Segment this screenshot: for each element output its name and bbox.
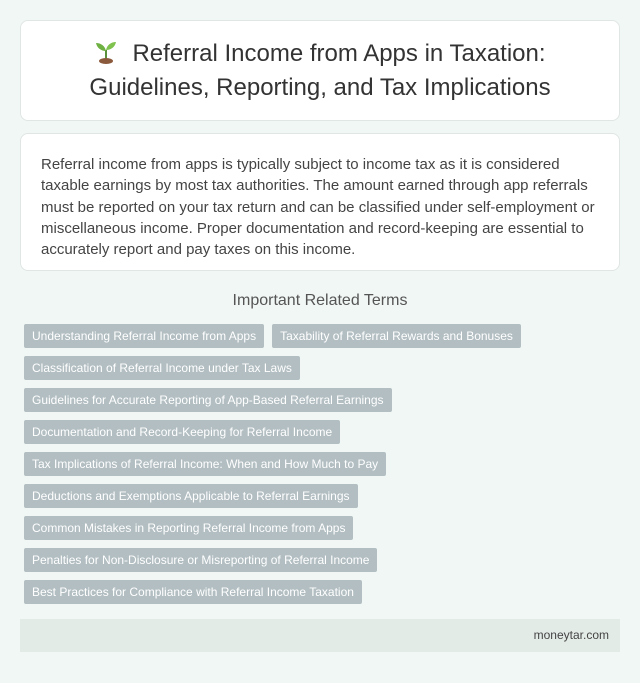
tag-row	[24, 324, 624, 348]
sprout-icon	[94, 39, 118, 73]
related-term-tag[interactable]: Classification of Referral Income under Tax Laws	[24, 356, 300, 380]
related-term-tag[interactable]: Documentation and Record-Keeping for Referral Income	[24, 420, 340, 444]
page-title	[60, 39, 580, 103]
tag-row	[24, 484, 624, 508]
related-term-tag[interactable]: Best Practices for Compliance with Referral Income Taxation	[24, 580, 362, 604]
summary-text: Referral income from apps is typically subject to income tax as it is considered taxable earnings by most tax authorities. The amount earned through app referrals must be reported on your tax return and can be classified under self-employment or miscellaneous income. Proper documentation and record-keeping are essential to accurately report and pay taxes on this income.	[41, 156, 595, 259]
title-card	[20, 20, 620, 121]
related-term-tag[interactable]: Taxability of Referral Rewards and Bonuses	[272, 324, 521, 348]
summary-card	[20, 133, 620, 271]
related-term-tag[interactable]: Tax Implications of Referral Income: When and How Much to Pay	[24, 452, 386, 476]
tag-row	[24, 580, 624, 604]
tag-row	[24, 388, 624, 412]
related-terms-heading: Important Related Terms	[232, 292, 408, 309]
page-title-text: Referral Income from Apps in Taxation: Guidelines, Reporting, and Tax Implications	[89, 39, 551, 101]
footer-site-link[interactable]: moneytar.com	[533, 628, 609, 642]
related-term-tag[interactable]: Common Mistakes in Reporting Referral Income from Apps	[24, 516, 353, 540]
related-term-tag[interactable]: Deductions and Exemptions Applicable to Referral Earnings	[24, 484, 358, 508]
related-terms-list	[24, 324, 624, 612]
tag-row	[24, 516, 624, 540]
related-term-tag[interactable]: Understanding Referral Income from Apps	[24, 324, 264, 348]
footer	[20, 619, 620, 652]
tag-row	[24, 356, 624, 380]
related-term-tag[interactable]: Penalties for Non-Disclosure or Misreporting of Referral Income	[24, 548, 377, 572]
tag-row	[24, 452, 624, 476]
related-term-tag[interactable]: Guidelines for Accurate Reporting of App-Based Referral Earnings	[24, 388, 392, 412]
tag-row	[24, 420, 624, 444]
tag-row	[24, 548, 624, 572]
